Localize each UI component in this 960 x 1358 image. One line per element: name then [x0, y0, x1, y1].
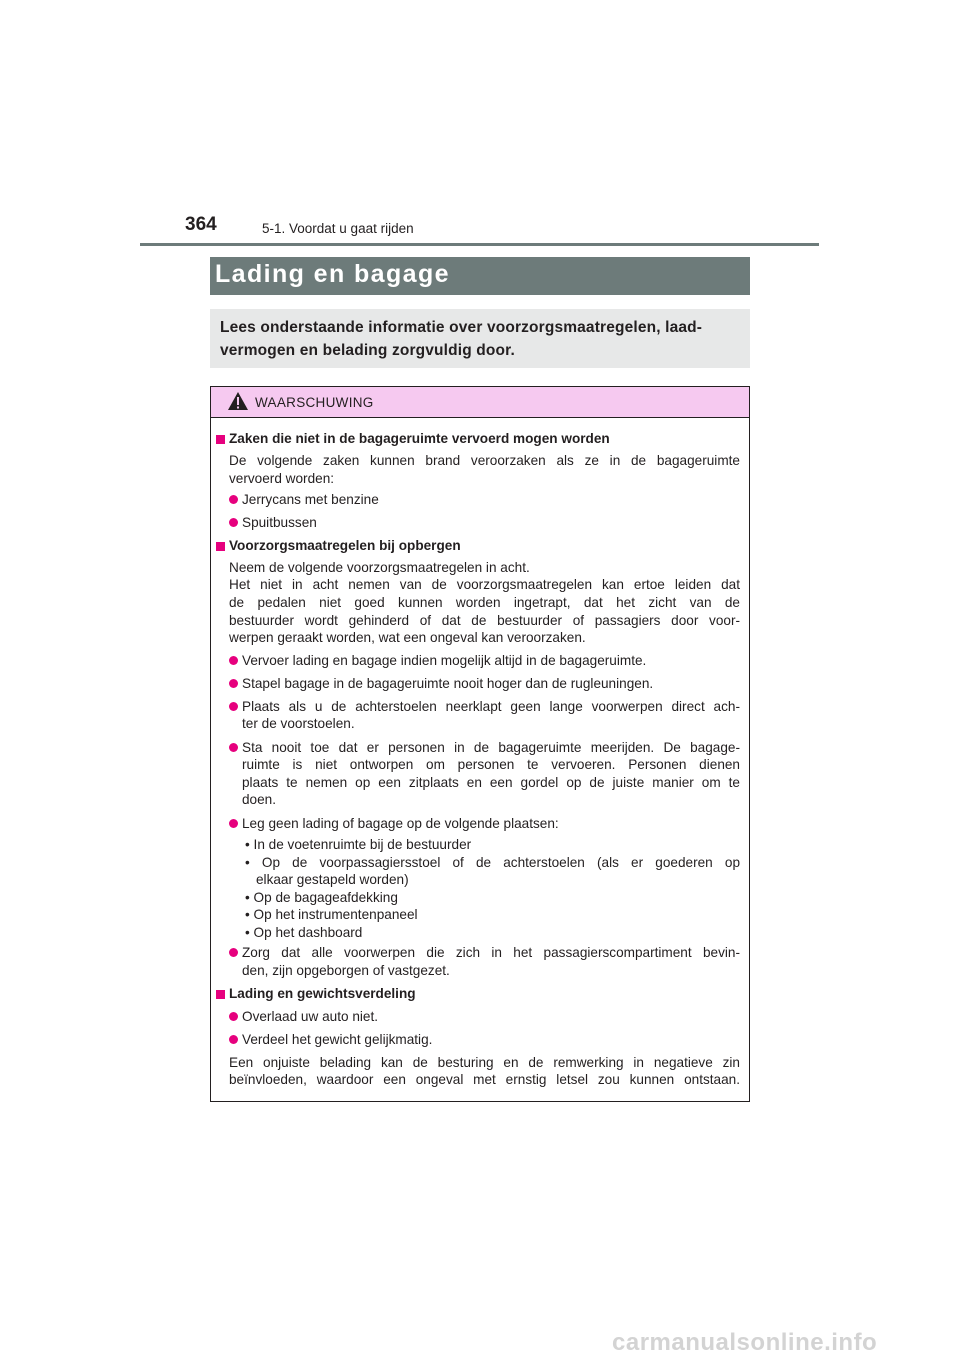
list-item: Zorg dat alle voorwerpen die zich in het passagierscompartiment bevin- [242, 945, 740, 960]
paragraph-line: werpen geraakt worden, wat een ongeval kan veroorzaken. [229, 630, 586, 645]
bullet-icon [229, 656, 238, 665]
watermark-text: carmanualsonline.info [612, 1329, 878, 1356]
intro-box [210, 309, 750, 368]
warning-box [210, 386, 750, 1102]
paragraph-line: beïnvloeden, waardoor een ongeval met ernstig letsel zou kunnen ontstaan. [229, 1072, 740, 1087]
paragraph-line: Het niet in acht nemen van de voorzorgsmaatregelen kan ertoe leiden dat [229, 577, 740, 592]
sub-list-item: • Op de bagageafdekking [245, 890, 398, 905]
list-item: Stapel bagage in de bagageruimte nooit hoger dan de rugleuningen. [242, 676, 654, 691]
list-item: Plaats als u de achterstoelen neerklapt geen lange voorwerpen direct ach- [242, 699, 740, 714]
bullet-icon [229, 679, 238, 688]
bullet-icon [229, 495, 238, 504]
sub-list-item-continuation: elkaar gestapeld worden) [256, 872, 409, 887]
list-item-continuation: ruimte is niet ontworpen om personen te vervoeren. Personen dienen [242, 757, 740, 772]
paragraph-line: Neem de volgende voorzorgsmaatregelen in acht. [229, 560, 530, 575]
intro-line: vermogen en belading zorgvuldig door. [220, 342, 515, 359]
section-title: 5-1. Voordat u gaat rijden [262, 221, 414, 236]
list-item: Leg geen lading of bagage op de volgende plaatsen: [242, 816, 559, 831]
bullet-icon [229, 702, 238, 711]
section-marker-icon [216, 435, 225, 444]
paragraph-line: de pedalen niet goed kunnen worden ingetrapt, dat het zicht van de [229, 595, 740, 610]
bullet-icon [229, 518, 238, 527]
bullet-icon [229, 1035, 238, 1044]
footer-watermark [600, 1326, 960, 1358]
section-heading: Zaken die niet in de bagageruimte vervoerd mogen worden [229, 431, 610, 446]
list-item: Verdeel het gewicht gelijkmatig. [242, 1032, 433, 1047]
list-item: Vervoer lading en bagage indien mogelijk altijd in de bagageruimte. [242, 653, 647, 668]
paragraph-line: bestuurder wordt gehinderd of dat de bestuurder of passagiers door voor- [229, 613, 740, 628]
header-divider [140, 243, 819, 246]
page-title: Lading en bagage [215, 260, 450, 288]
section-marker-icon [216, 990, 225, 999]
sub-list-item: • Op de voorpassagiersstoel of de achterstoelen (als er goederen op [245, 855, 740, 870]
sub-list-item: • Op het instrumentenpaneel [245, 907, 418, 922]
list-item-continuation: plaats te nemen op een zitplaats en een gordel op de juiste manier om te [242, 775, 740, 790]
list-item: Spuitbussen [242, 515, 317, 530]
bullet-icon [229, 1012, 238, 1021]
warning-triangle-icon [227, 391, 249, 411]
paragraph-line: Een onjuiste belading kan de besturing en de remwerking in negatieve zin [229, 1055, 740, 1070]
list-item: Overlaad uw auto niet. [242, 1009, 379, 1024]
bullet-icon [229, 819, 238, 828]
sub-list-item: • In de voetenruimte bij de bestuurder [245, 837, 472, 852]
paragraph-line: vervoerd worden: [229, 471, 335, 486]
paragraph-line: De volgende zaken kunnen brand veroorzaken als ze in de bagageruimte [229, 453, 740, 468]
bullet-icon [229, 743, 238, 752]
section-marker-icon [216, 542, 225, 551]
title-bar [210, 257, 750, 295]
warning-header [211, 387, 749, 418]
section-heading: Voorzorgsmaatregelen bij opbergen [229, 538, 461, 553]
sub-list-item: • Op het dashboard [245, 925, 363, 940]
page-number: 364 [185, 214, 217, 235]
bullet-icon [229, 948, 238, 957]
list-item: Sta nooit toe dat er personen in de bagageruimte meerijden. De bagage- [242, 740, 740, 755]
list-item: Jerrycans met benzine [242, 492, 379, 507]
list-item-continuation: ter de voorstoelen. [242, 716, 355, 731]
list-item-continuation: den, zijn opgeborgen of vastgezet. [242, 963, 450, 978]
intro-line: Lees onderstaande informatie over voorzorgsmaatregelen, laad- [220, 319, 703, 336]
warning-label: WAARSCHUWING [255, 395, 374, 410]
section-heading: Lading en gewichtsverdeling [229, 986, 416, 1001]
list-item-continuation: doen. [242, 792, 277, 807]
